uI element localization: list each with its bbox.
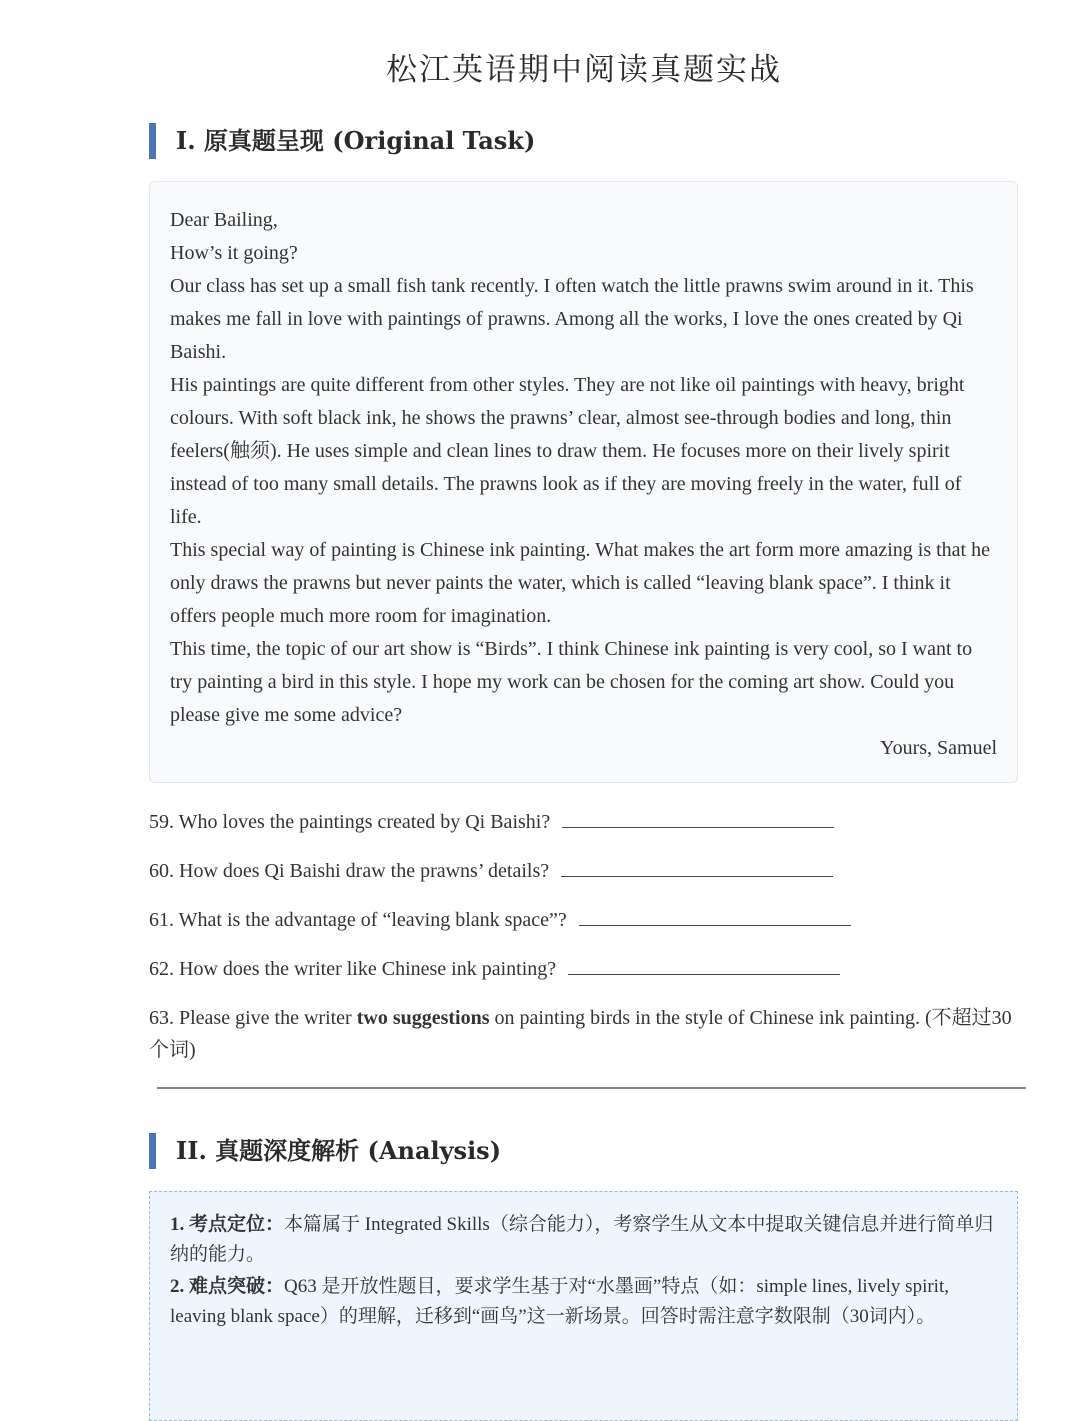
- passage-greeting: Dear Bailing,: [170, 209, 278, 231]
- analysis-text: 本篇属于 Integrated Skills（综合能力），考察学生从文本中提取关键信息并进行简单归纳的能力。: [170, 1214, 994, 1265]
- analysis-box: [149, 1191, 1018, 1421]
- analysis-item-1: [170, 1210, 997, 1270]
- passage-paragraph: Our class has set up a small fish tank recently. I often watch the little prawns swim around in it. This makes me fall in love with paintings of prawns. Among all the works, I love the ones created by Qi Baishi.: [170, 275, 974, 363]
- passage-box: [149, 181, 1018, 783]
- section-heading-original-task: I. 原真题呈现 (Original Task): [149, 123, 535, 159]
- answer-blank[interactable]: [562, 807, 834, 828]
- question-emphasis: two suggestions: [356, 1007, 490, 1029]
- analysis-label: 1. 考点定位：: [170, 1214, 285, 1235]
- passage-paragraph: This special way of painting is Chinese ink painting. What makes the art form more amazing is that he only draws the prawns but never paints the water, which is called “leaving blank space”. I think it offers people much more room for imagination.: [170, 539, 990, 627]
- analysis-item-2: [170, 1272, 997, 1332]
- answer-blank[interactable]: [579, 905, 851, 926]
- analysis-text: Q63 是开放性题目，要求学生基于对“水墨画”特点（如：simple lines, lively spirit, leaving blank space）的理解，迁移到“画鸟”这一新场景。回答时需注意字数限制（30词内）。: [170, 1276, 949, 1327]
- section-divider: [157, 1087, 1026, 1089]
- answer-blank[interactable]: [568, 954, 840, 975]
- section-heading-analysis: II. 真题深度解析 (Analysis): [149, 1133, 501, 1169]
- question-text: 61. What is the advantage of “leaving blank space”?: [149, 909, 567, 931]
- question-60: [149, 855, 833, 887]
- page-title: 松江英语期中阅读真题实战: [386, 52, 782, 88]
- passage-sign-off: Yours, Samuel: [880, 737, 997, 759]
- question-62: [149, 953, 840, 985]
- passage-paragraph: How’s it going?: [170, 242, 298, 264]
- question-text: 60. How does Qi Baishi draw the prawns’ details?: [149, 860, 550, 882]
- analysis-label: 2. 难点突破：: [170, 1276, 285, 1297]
- passage-paragraph: This time, the topic of our art show is “Birds”. I think Chinese ink painting is very cool, so I want to try painting a bird in this style. I hope my work can be chosen for the coming art show. Could you please give me some advice?: [170, 638, 973, 726]
- question-text: 63. Please give the writer: [149, 1007, 352, 1029]
- question-text: 62. How does the writer like Chinese ink painting?: [149, 958, 557, 980]
- question-text: 59. Who loves the paintings created by Qi Baishi?: [149, 811, 551, 833]
- question-text: on painting birds in the style of Chinese ink painting. (不超过30个词): [149, 1007, 1012, 1061]
- passage-paragraph: His paintings are quite different from other styles. They are not like oil paintings with heavy, bright colours. With soft black ink, he shows the prawns’ clear, almost see-through bodies and long, thin feelers(触须). He uses simple and clean lines to draw them. He focuses more on their lively spirit instead of too many small details. The prawns look as if they are moving freely in the water, full of life.: [170, 374, 965, 528]
- question-59: [149, 806, 834, 838]
- question-61: [149, 904, 851, 936]
- question-63: [149, 1002, 1024, 1066]
- answer-blank[interactable]: [561, 856, 833, 877]
